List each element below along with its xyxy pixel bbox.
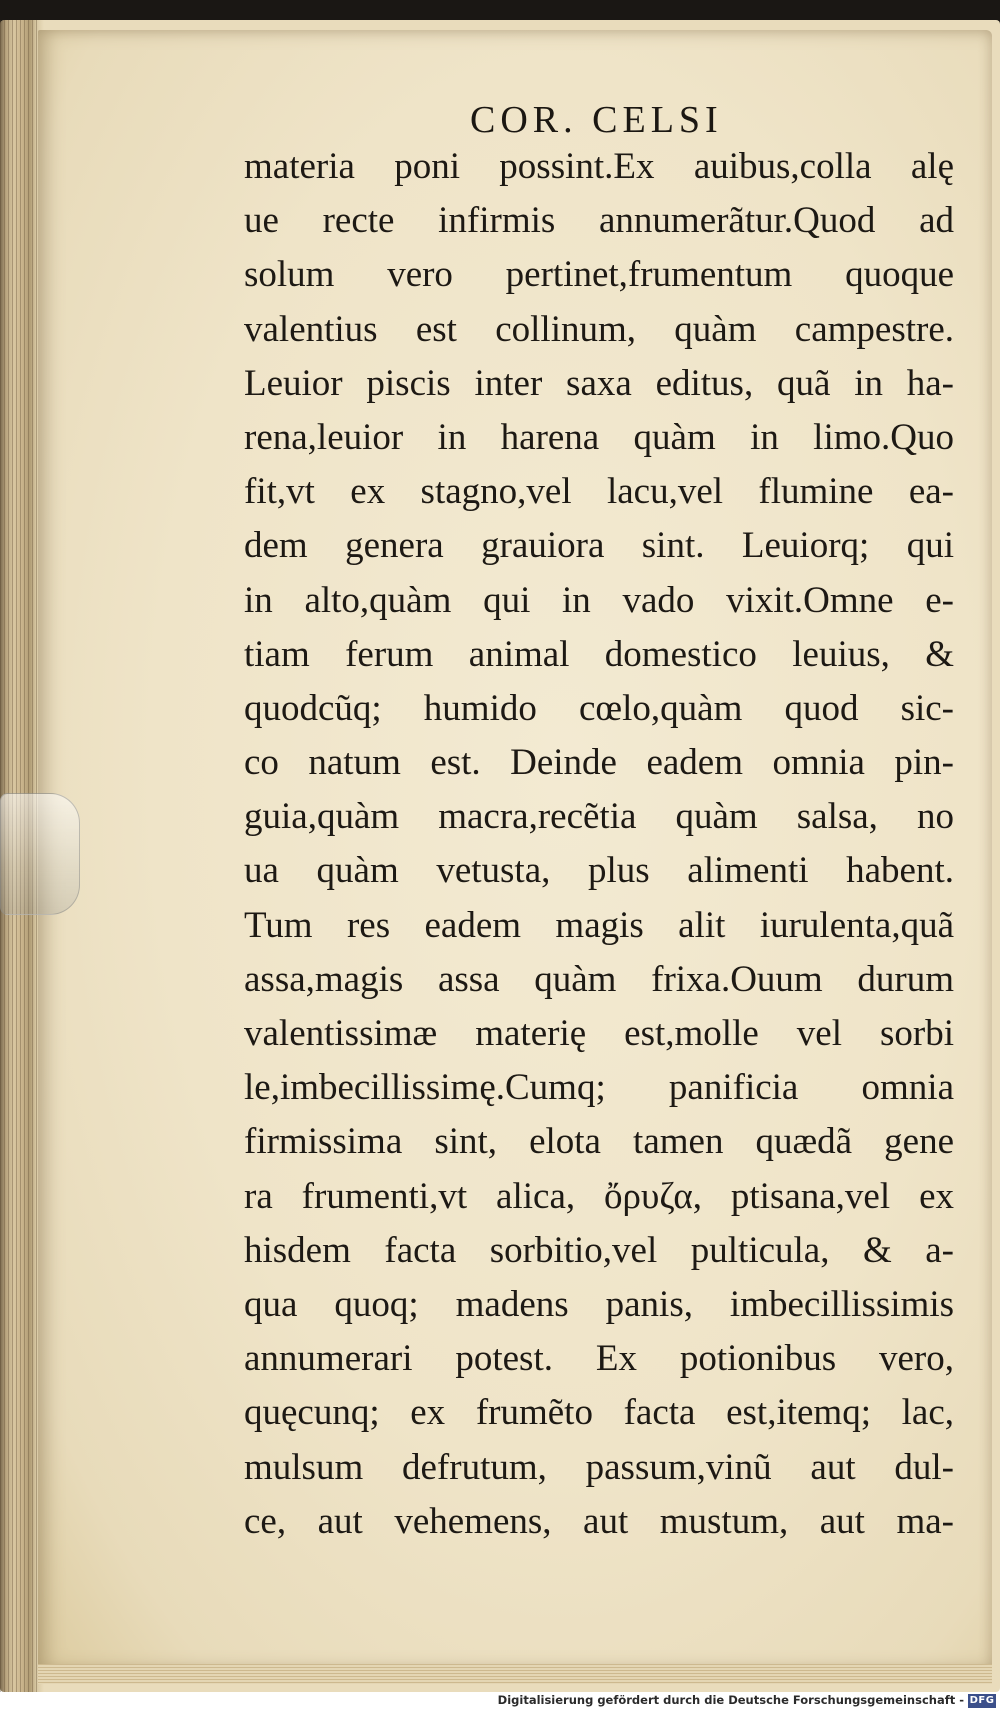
text-line: ra frumenti,vt alica, ὄρυζα, ptisana,vel ex [244,1175,954,1217]
digitization-note: Digitalisierung gefördert durch die Deutsche Forschungsgemeinschaft - [497,1693,964,1707]
text-line: annumerari potest. Ex potionibus vero, [244,1338,954,1380]
text-line: hisdem facta sorbitio,vel pulticula, & a- [244,1229,954,1271]
text-line: tiam ferum animal domestico leuius, & [244,633,954,675]
text-line: quęcunq; ex frumẽto facta est,itemq; lac, [244,1392,954,1434]
text-line: co natum est. Deinde eadem omnia pin- [244,742,954,784]
text-line: guia,quàm macra,recẽtia quàm salsa, no [244,796,954,838]
text-line: valentius est collinum, quàm campestre. [244,308,954,350]
text-line: valentissimæ materię est,molle vel sorbi [244,1013,954,1054]
text-line: rena,leuior in harena quàm in limo.Quo [244,416,954,458]
text-line: ua quàm vetusta, plus alimenti habent. [244,850,954,892]
page-bottom-edges [38,1664,992,1684]
text-line: Leuior piscis inter saxa editus, quã in ha- [244,362,954,404]
text-block [244,140,954,1549]
text-line: dem genera grauiora sint. Leuiorq; qui [244,525,954,567]
text-line: firmissima sint, elota tamen quædã gene [244,1121,954,1163]
text-line: ue recte infirmis annumerãtur.Quod ad [244,200,954,242]
text-line: assa,magis assa quàm frixa.Ouum durum [244,958,954,1000]
text-line: quodcũq; humido cœlo,quàm quod sic- [244,687,954,729]
dfg-logo: DFG [969,1695,995,1706]
text-line: in alto,quàm qui in vado vixit.Omne e- [244,579,954,621]
text-line: ce, aut vehemens, aut mustum, aut ma- [244,1500,954,1542]
text-line: solum vero pertinet,frumentum quoque [244,254,954,296]
running-head: COR. CELSI [470,99,723,141]
text-line: le,imbecillissimę.Cumq; panificia omnia [244,1067,954,1109]
page-clip [0,793,80,915]
text-line: mulsum defrutum, passum,vinũ aut dul- [244,1446,954,1488]
text-line: materia poni possint.Ex auibus,colla alę [244,146,954,187]
text-line: Tum res eadem magis alit iurulenta,quã [244,904,954,946]
text-line: qua quoq; madens panis, imbecillissimis [244,1283,954,1325]
text-line: fit,vt ex stagno,vel lacu,vel flumine ea- [244,471,954,513]
